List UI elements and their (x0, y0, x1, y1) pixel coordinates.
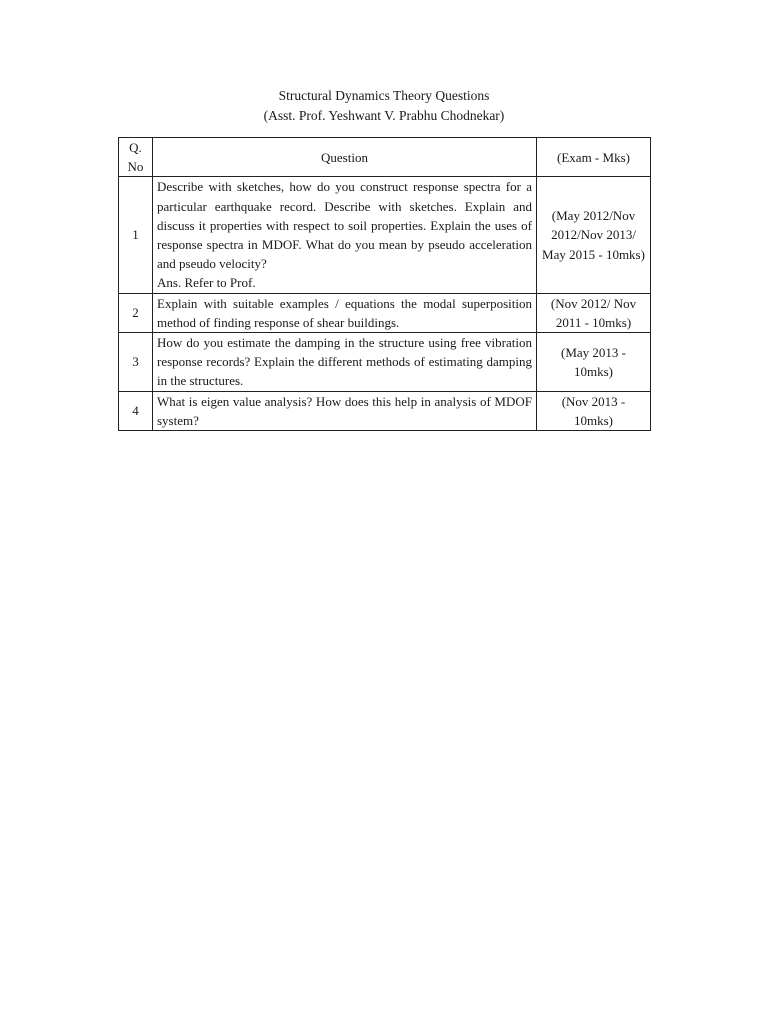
question-text: Explain with suitable examples / equations the modal superposition method of finding response of shear buildings. (153, 293, 537, 332)
question-number: 4 (119, 391, 153, 430)
table-header-row (119, 138, 651, 177)
table-row (119, 293, 651, 332)
question-number: 1 (119, 177, 153, 293)
question-number: 2 (119, 293, 153, 332)
exam-marks: (Nov 2013 - 10mks) (537, 391, 651, 430)
question-text: Describe with sketches, how do you construct response spectra for a particular earthquake record. Describe with sketches. Explain and discuss it properties with respect to soil properties. Explain the uses of response spectra in MDOF. What do you mean by pseudo acceleration and pseudo velocity? (157, 179, 532, 272)
exam-marks: (May 2013 - 10mks) (537, 333, 651, 392)
document-title: Structural Dynamics Theory Questions (278, 88, 490, 103)
table-row (119, 333, 651, 392)
document-author: (Asst. Prof. Yeshwant V. Prabhu Chodnekar) (263, 107, 505, 123)
document-header (0, 86, 768, 125)
table-row (119, 177, 651, 293)
table-row (119, 391, 651, 430)
question-number: 3 (119, 333, 153, 392)
questions-table (118, 137, 651, 431)
column-header-no: Q. No (119, 138, 153, 177)
exam-marks: (Nov 2012/ Nov 2011 - 10mks) (537, 293, 651, 332)
column-header-question: Question (153, 138, 537, 177)
exam-marks: (May 2012/Nov 2012/Nov 2013/ May 2015 - 10mks) (537, 177, 651, 293)
column-header-exam: (Exam - Mks) (537, 138, 651, 177)
question-text: How do you estimate the damping in the structure using free vibration response records? Explain the different methods of estimating damping in the structures. (153, 333, 537, 392)
answer-note: Ans. Refer to Prof. (157, 275, 256, 291)
question-text: What is eigen value analysis? How does this help in analysis of MDOF system? (153, 391, 537, 430)
question-cell (153, 177, 537, 293)
